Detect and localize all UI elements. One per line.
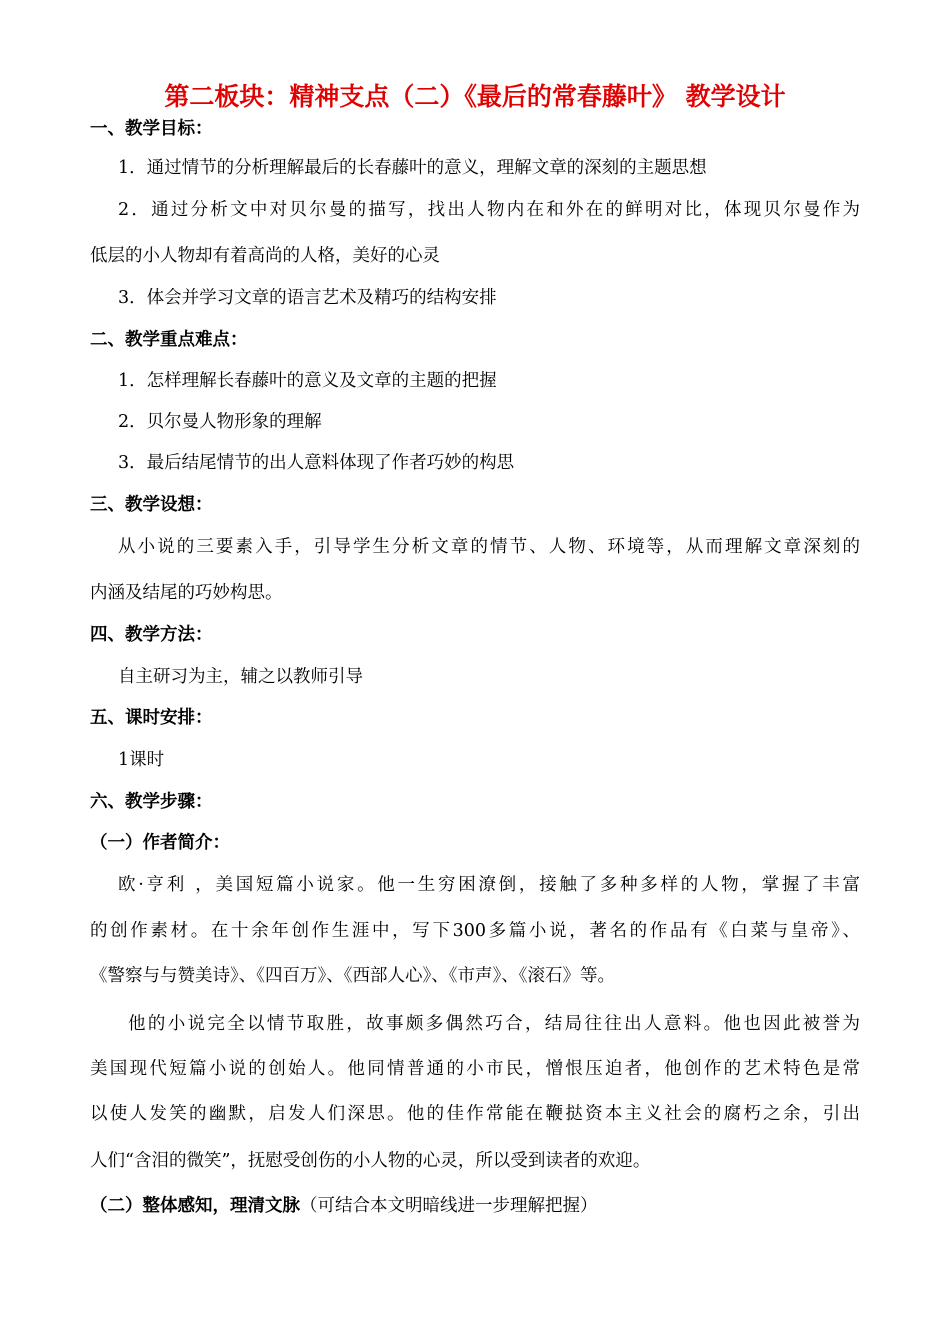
section-heading-teaching-method: 四、教学方法： — [90, 625, 213, 645]
author-para1-line-2: 的创作素材。在十余年创作生涯中，写下300多篇小说，著名的作品有《白菜与皇帝》、 — [90, 921, 860, 941]
goal-item-2-continued: 低层的小人物却有着高尚的人格，美好的心灵 — [90, 246, 440, 266]
subsection-overall-perception — [90, 1194, 598, 1218]
section-heading-schedule: 五、课时安排： — [90, 708, 213, 728]
subsection-heading-author-intro: （一）作者简介： — [90, 833, 230, 853]
key-point-item-1: 1．怎样理解长春藤叶的意义及文章的主题的把握 — [118, 371, 497, 391]
method-line: 自主研习为主，辅之以教师引导 — [118, 667, 363, 687]
document-title: 第二板块：精神支点（二）《最后的常春藤叶》 教学设计 — [164, 82, 786, 111]
goal-item-3: 3．体会并学习文章的语言艺术及精巧的结构安排 — [118, 288, 497, 308]
key-point-item-2: 2．贝尔曼人物形象的理解 — [118, 412, 322, 432]
section-heading-teaching-steps: 六、教学步骤： — [90, 792, 213, 812]
concept-line-1: 从小说的三要素入手，引导学生分析文章的情节、人物、环境等，从而理解文章深刻的 — [118, 537, 860, 557]
author-para2-line-2: 美国现代短篇小说的创始人。他同情普通的小市民，憎恨压迫者，他创作的艺术特色是常 — [90, 1059, 860, 1079]
goal-item-1: 1．通过情节的分析理解最后的长春藤叶的意义，理解文章的深刻的主题思想 — [118, 158, 707, 178]
author-para2-line-4: 人们“含泪的微笑”，抚慰受创伤的小人物的心灵，所以受到读者的欢迎。 — [90, 1151, 651, 1171]
concept-line-2: 内涵及结尾的巧妙构思。 — [90, 583, 283, 603]
section-heading-teaching-goals: 一、教学目标： — [90, 119, 213, 139]
key-point-item-3: 3．最后结尾情节的出人意料体现了作者巧妙的构思 — [118, 453, 515, 473]
subsection-note: （可结合本文明暗线进一步理解把握） — [300, 1196, 598, 1216]
author-para2-line-3: 以使人发笑的幽默，启发人们深思。他的佳作常能在鞭挞资本主义社会的腐朽之余，引出 — [90, 1104, 860, 1124]
section-heading-teaching-concept: 三、教学设想： — [90, 495, 213, 515]
section-heading-key-points: 二、教学重点难点： — [90, 330, 248, 350]
schedule-line: 1课时 — [118, 750, 165, 770]
goal-item-2: 2．通过分析文中对贝尔曼的描写，找出人物内在和外在的鲜明对比，体现贝尔曼作为 — [118, 200, 860, 220]
subsection-heading-overall-perception: （二）整体感知，理清文脉 — [90, 1196, 300, 1216]
author-para1-line-3: 《警察与与赞美诗》、《四百万》、《西部人心》、《市声》、《滚石》等。 — [90, 966, 615, 986]
author-para2-line-1: 他的小说完全以情节取胜，故事颇多偶然巧合，结局往往出人意料。他也因此被誉为 — [128, 1014, 860, 1034]
author-para1-line-1: 欧·亨利 ，美国短篇小说家。他一生穷困潦倒，接触了多种多样的人物，掌握了丰富 — [118, 875, 860, 895]
